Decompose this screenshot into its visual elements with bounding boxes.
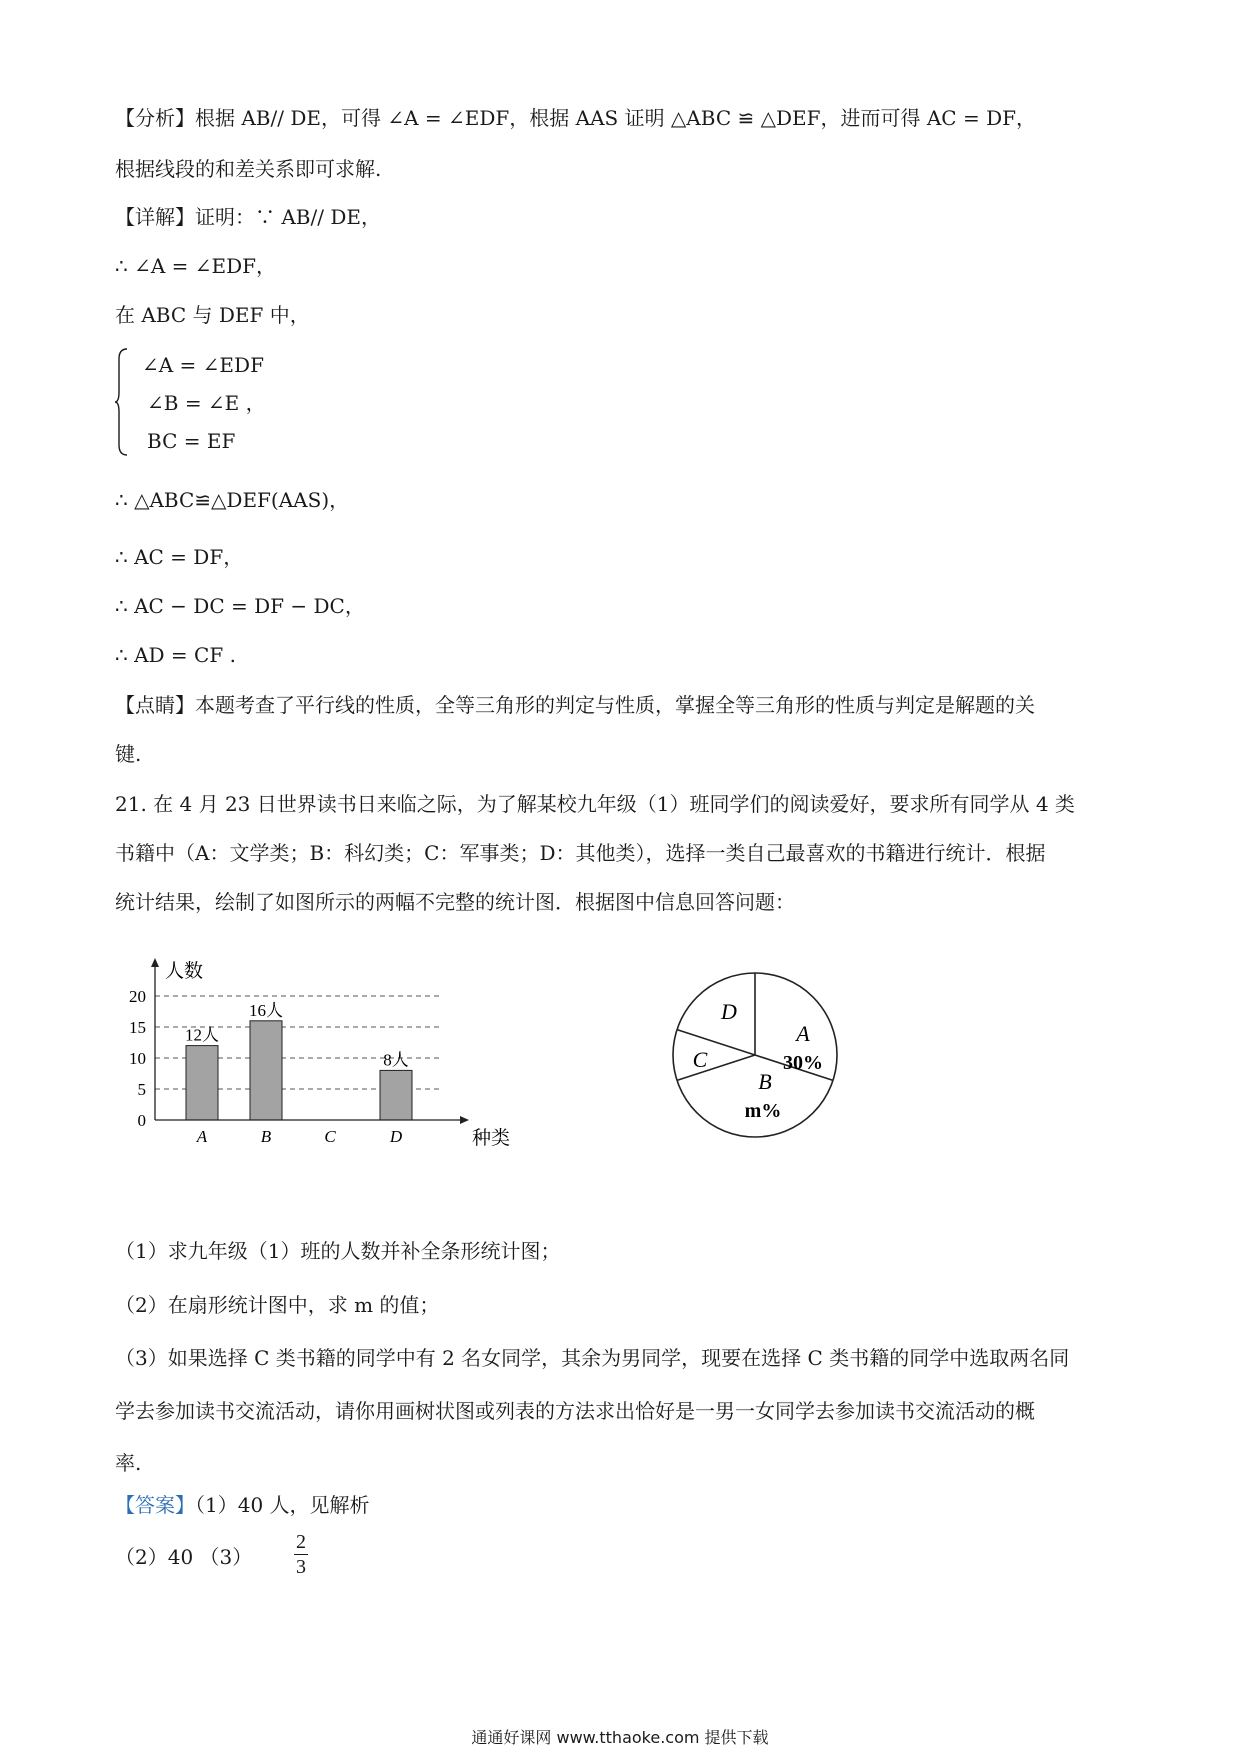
footer: 通通好课网 www.tthaoke.com 提供下载 bbox=[471, 1728, 769, 1747]
bar-data-label-D: 8人 bbox=[383, 1050, 409, 1070]
bar-data-label-A: 12人 bbox=[185, 1025, 219, 1045]
text-line-q21-1: 21. 在 4 月 23 日世界读书日来临之际，为了解某校九年级（1）班同学们的阅读爱好，要求所有同学从 4 类 bbox=[115, 792, 1075, 816]
y-tick-label-10: 10 bbox=[129, 1049, 146, 1068]
text-line-q21-3: 统计结果，绘制了如图所示的两幅不完整的统计图．根据图中信息回答问题： bbox=[115, 890, 795, 914]
bar-D bbox=[380, 1070, 412, 1120]
text-line-cond-2: ∠B = ∠E ， bbox=[147, 391, 266, 415]
text-line-detail-2: ∴ ∠A = ∠EDF， bbox=[115, 254, 277, 278]
text-line-detail-5: ∴ AC = DF， bbox=[115, 545, 244, 569]
pie-slice-value-B: m% bbox=[744, 1100, 782, 1122]
y-axis-title: 人数 bbox=[165, 961, 204, 982]
pie-slice-label-B: B bbox=[758, 1069, 772, 1094]
text-line-comment-1: 【点睛】本题考查了平行线的性质，全等三角形的判定与性质，掌握全等三角形的性质与判定是解题的关 bbox=[115, 693, 1035, 717]
answer-text: （1）40 人，见解析 bbox=[195, 1493, 370, 1517]
text-line-detail-4: ∴ △ABC≌△DEF(AAS)， bbox=[115, 488, 350, 512]
text-line-sub-3a: （3）如果选择 C 类书籍的同学中有 2 名女同学，其余为男同学，现要在选择 C 类书籍的同学中选取两名同 bbox=[115, 1346, 1070, 1370]
pie-slice-label-D: D bbox=[721, 999, 737, 1024]
text-line-q21-2: 书籍中（A：文学类；B：科幻类；C：军事类；D：其他类），选择一类自己最喜欢的书籍进行统计．根据 bbox=[115, 841, 1046, 865]
bar-data-label-B: 16人 bbox=[249, 1000, 283, 1020]
y-tick-label-20: 20 bbox=[129, 987, 146, 1006]
text-line-cond-3: BC = EF bbox=[147, 429, 236, 453]
text-line-sub-1: （1）求九年级（1）班的人数并补全条形统计图； bbox=[115, 1239, 561, 1263]
text-line-analysis-1: 【分析】根据 AB// DE，可得 ∠A = ∠EDF，根据 AAS 证明 △ABC ≌ △DEF，进而可得 AC = DF， bbox=[115, 106, 1036, 130]
text-line-cond-1: ∠A = ∠EDF bbox=[142, 353, 264, 377]
answer-tag: 【答案】 bbox=[115, 1493, 195, 1517]
y-axis-arrow bbox=[151, 958, 159, 967]
bar-chart bbox=[120, 945, 550, 1175]
bar-B bbox=[250, 1021, 282, 1120]
text-line-detail-3: 在 ABC 与 DEF 中， bbox=[115, 303, 310, 327]
text-line-detail-7: ∴ AD = CF . bbox=[115, 643, 236, 667]
x-axis-title: 种类 bbox=[472, 1128, 511, 1149]
x-tick-label-B: B bbox=[260, 1127, 272, 1146]
y-tick-label-0: 0 bbox=[137, 1111, 146, 1130]
fraction-denominator: 3 bbox=[296, 1556, 306, 1578]
answer-fraction bbox=[291, 1530, 311, 1579]
text-line-detail-6: ∴ AC − DC = DF − DC， bbox=[115, 594, 365, 618]
text-line-sub-3b: 学去参加读书交流活动，请你用画树状图或列表的方法求出恰好是一男一女同学去参加读书交流活动的概 bbox=[115, 1399, 1035, 1423]
text-line-sub-2: （2）在扇形统计图中，求 m 的值； bbox=[115, 1293, 440, 1317]
text-line-analysis-2: 根据线段的和差关系即可求解. bbox=[115, 157, 382, 181]
x-tick-label-D: D bbox=[389, 1127, 403, 1146]
fraction-numerator: 2 bbox=[296, 1531, 306, 1553]
text-line-detail-1: 【详解】证明：∵ AB// DE， bbox=[115, 205, 381, 229]
text-line-ans-2: （2）40 （3） bbox=[115, 1545, 253, 1569]
x-tick-label-C: C bbox=[324, 1127, 336, 1146]
pie-chart bbox=[660, 960, 850, 1150]
bar-A bbox=[186, 1046, 218, 1120]
x-axis-arrow bbox=[460, 1116, 469, 1124]
text-line-comment-2: 键. bbox=[115, 742, 142, 766]
y-tick-label-15: 15 bbox=[129, 1018, 146, 1037]
pie-slice-value-A: 30% bbox=[783, 1052, 823, 1074]
y-tick-label-5: 5 bbox=[137, 1080, 146, 1099]
system-brace bbox=[115, 347, 129, 457]
answer-line bbox=[115, 1490, 370, 1520]
pie-slice-label-C: C bbox=[692, 1047, 708, 1072]
x-tick-label-A: A bbox=[196, 1127, 208, 1146]
pie-slice-label-A: A bbox=[796, 1021, 810, 1046]
text-line-sub-3c: 率. bbox=[115, 1451, 142, 1475]
